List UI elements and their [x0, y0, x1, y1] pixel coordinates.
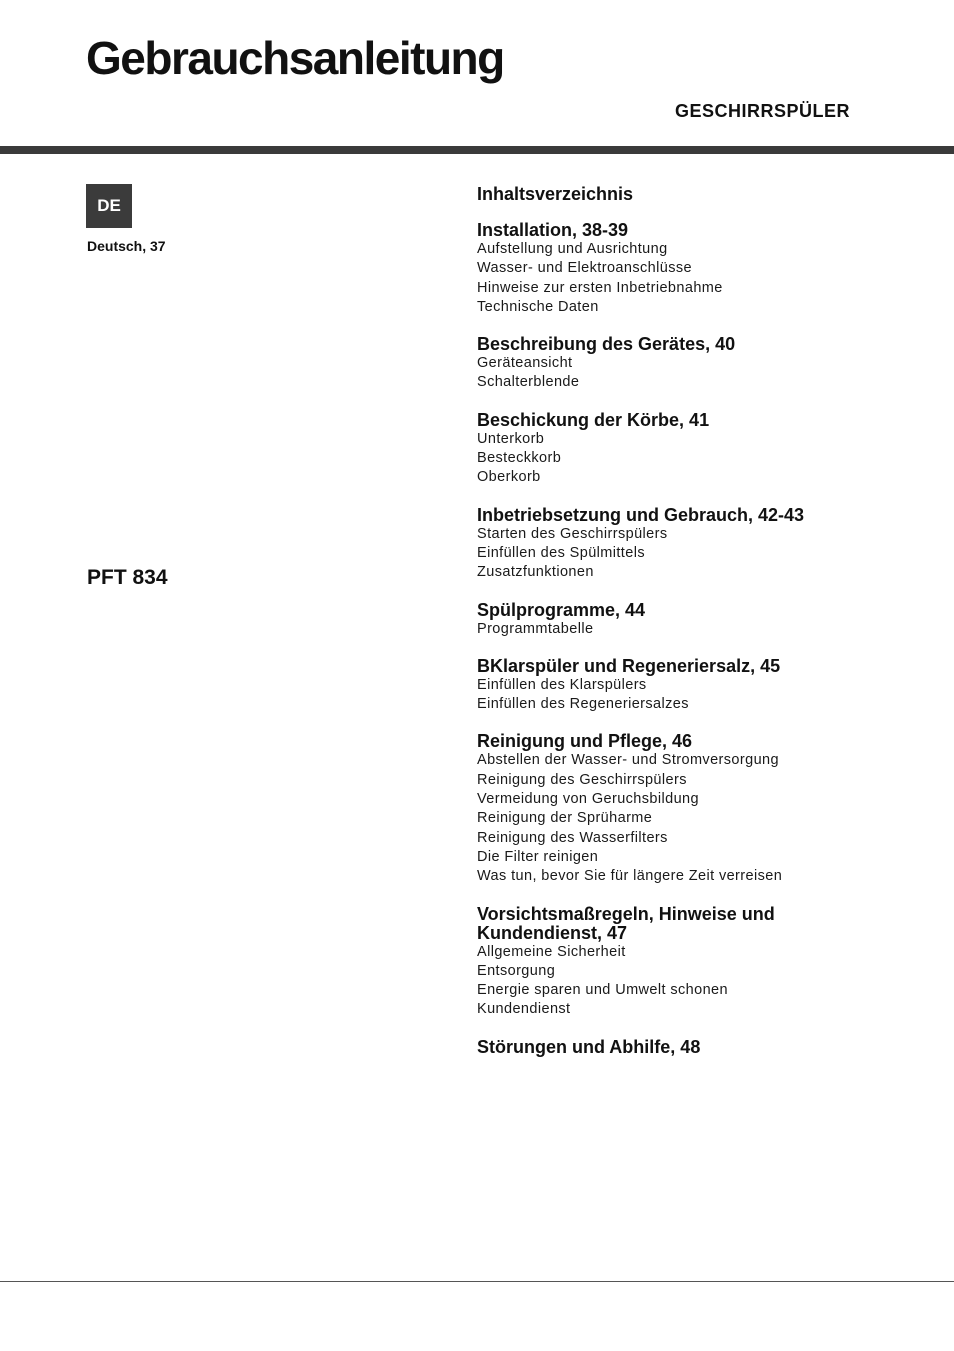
toc-item-list: [477, 354, 877, 393]
toc-item: Reinigung der Sprüharme: [477, 810, 653, 827]
toc-item-list: [477, 943, 877, 1020]
toc-section-title: Beschickung der Körbe, 41: [477, 409, 710, 430]
language-label: Deutsch, 37: [87, 238, 166, 254]
toc-item: Technische Daten: [477, 298, 599, 315]
toc-item: Energie sparen und Umwelt schonen: [477, 982, 728, 999]
toc-section: [477, 657, 877, 715]
toc-item: Oberkorb: [477, 469, 541, 486]
toc-item: Unterkorb: [477, 430, 545, 447]
toc-item: Kundendienst: [477, 1001, 571, 1018]
toc-section-title: Reinigung und Pflege, 46: [477, 731, 693, 752]
toc-item: Programmtabelle: [477, 620, 594, 637]
toc-item: Die Filter reinigen: [477, 848, 599, 865]
page-title: Gebrauchsanleitung: [86, 32, 504, 84]
toc-section-title: Vorsichtsmaßregeln, Hinweise und Kundendienst, 47: [477, 903, 775, 943]
model-number: PFT 834: [87, 566, 168, 589]
toc-section: [477, 221, 877, 317]
toc-item: Reinigung des Geschirrspülers: [477, 771, 687, 788]
toc-section-title: Spülprogramme, 44: [477, 599, 646, 620]
toc-item: Geräteansicht: [477, 355, 573, 372]
toc-item: Einfüllen des Klarspülers: [477, 676, 647, 693]
table-of-contents: [477, 183, 877, 1075]
toc-section: [477, 732, 877, 886]
toc-item: Wasser- und Elektroanschlüsse: [477, 260, 692, 277]
toc-heading: Inhaltsverzeichnis: [477, 184, 634, 204]
toc-section: [477, 905, 877, 1020]
toc-section-title: Störungen und Abhilfe, 48: [477, 1036, 701, 1057]
toc-item: Einfüllen des Regeneriersalzes: [477, 696, 689, 713]
toc-item-list: [477, 676, 877, 715]
header-divider: [0, 146, 954, 154]
toc-item: Aufstellung und Ausrichtung: [477, 241, 668, 257]
toc-item: Abstellen der Wasser- und Stromversorgung: [477, 752, 779, 769]
toc-item: Zusatzfunktionen: [477, 564, 594, 581]
toc-section: [477, 601, 877, 639]
toc-section-title: BKlarspüler und Regeneriersalz, 45: [477, 655, 781, 676]
footer-divider: [0, 1281, 954, 1282]
toc-section-title: Installation, 38-39: [477, 220, 629, 240]
product-category: GESCHIRRSPÜLER: [674, 101, 850, 121]
toc-section-title: Inbetriebsetzung und Gebrauch, 42-43: [477, 504, 805, 525]
toc-item-list: [477, 430, 877, 488]
toc-item: Was tun, bevor Sie für längere Zeit verreisen: [477, 868, 783, 885]
toc-item-list: [477, 751, 877, 886]
toc-item-list: [477, 240, 877, 317]
toc-section: [477, 506, 877, 583]
toc-item: Entsorgung: [477, 962, 556, 979]
toc-item: Hinweise zur ersten Inbetriebnahme: [477, 279, 723, 296]
toc-item: Reinigung des Wasserfilters: [477, 829, 668, 846]
toc-item-list: [477, 620, 877, 639]
toc-section-title: Beschreibung des Gerätes, 40: [477, 334, 736, 355]
toc-item-list: [477, 525, 877, 583]
toc-section: [477, 1038, 877, 1057]
toc-item: Vermeidung von Geruchsbildung: [477, 791, 699, 808]
toc-item: Besteckkorb: [477, 450, 562, 467]
toc-item: Allgemeine Sicherheit: [477, 943, 626, 960]
toc-sections: [477, 221, 877, 1057]
language-badge: DE: [86, 184, 132, 228]
toc-section: [477, 335, 877, 393]
toc-item: Starten des Geschirrspülers: [477, 525, 668, 542]
toc-item: Einfüllen des Spülmittels: [477, 544, 645, 561]
toc-item: Schalterblende: [477, 374, 580, 391]
toc-section: [477, 411, 877, 488]
